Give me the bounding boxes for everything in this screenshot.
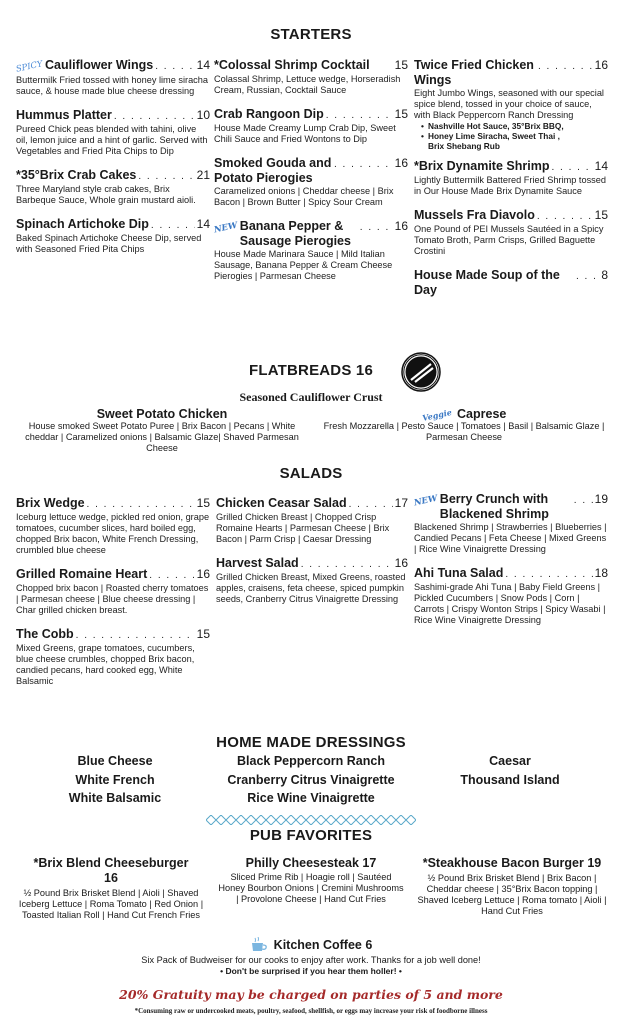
menu-item bbox=[214, 156, 408, 208]
flatbreads-subtitle: Seasoned Cauliflower Crust bbox=[239, 390, 383, 404]
dressings-column-3 bbox=[430, 752, 590, 789]
item-name: The Cobb bbox=[16, 627, 74, 641]
item-name: Kitchen Coffee 6 bbox=[273, 938, 373, 952]
item-name: Harvest Salad bbox=[216, 556, 299, 570]
dressing-option: White French bbox=[75, 772, 155, 787]
item-price: 14 bbox=[196, 58, 210, 72]
item-name: Chicken Ceasar Salad bbox=[216, 496, 347, 510]
starters-column-1 bbox=[16, 58, 210, 266]
sauce-option: • Honey Lime Siracha, Sweet Thai , bbox=[428, 131, 608, 141]
item-name: Caprese bbox=[457, 407, 507, 421]
item-name: *Brix Blend Cheeseburger 16 bbox=[33, 856, 189, 885]
dressing-option: Blue Cheese bbox=[77, 754, 153, 768]
menu-item bbox=[414, 208, 608, 257]
sauce-option: • Nashville Hot Sauce, 35°Brix BBQ, bbox=[428, 121, 608, 131]
item-name: Twice Fried Chicken Wings bbox=[414, 58, 534, 87]
item-description: Colassal Shrimp, Lettuce wedge, Horseradish Cream, Russian, Cocktail Sauce bbox=[214, 74, 401, 95]
item-name: Smoked Gouda and Potato Pierogies bbox=[214, 156, 332, 185]
item-name: Berry Crunch with Blackened Shrimp bbox=[439, 492, 549, 521]
item-description: House smoked Sweet Potato Puree | Brix Bacon | Pecans | White cheddar | Caramelized onions | Balsamic Glaze| Shaved Parmesan Cheese bbox=[25, 421, 299, 453]
kitchen-coffee bbox=[0, 937, 622, 977]
menu-item bbox=[16, 496, 210, 556]
menu-item bbox=[414, 492, 608, 555]
sauce-list bbox=[428, 121, 608, 151]
flatbread-sweet-potato bbox=[14, 407, 310, 454]
item-description: Pureed Chick peas blended with tahini, olive oil, lemon juice and a hint of garlic. Served with Vegetables and Fried Pita Chips to Dip bbox=[16, 124, 208, 156]
item-description: One Pound of PEI Mussels Sautéed in a Spicy Tomato Broth, Parm Crisps, Grilled Baguette Crostini bbox=[414, 224, 604, 256]
item-name: Crab Rangoon Dip bbox=[214, 107, 324, 121]
item-description: Sliced Prime Rib | Hoagie roll | Sautéed Honey Bourbon Onions | Cremini Mushrooms | Provolone Cheese | Hand Cut Fries bbox=[218, 872, 404, 904]
item-description: Caramelized onions | Cheddar cheese | Brix Bacon | Brown Butter | Spicy Sour Cream bbox=[214, 186, 394, 207]
menu-item bbox=[16, 217, 210, 255]
menu-item bbox=[16, 567, 210, 616]
flatbread-caprese bbox=[318, 407, 610, 443]
dressing-option: Black Peppercorn Ranch bbox=[237, 754, 385, 768]
sauce-option: Brix Shebang Rub bbox=[428, 141, 500, 151]
pub-item bbox=[216, 856, 406, 905]
item-name: *Steakhouse Bacon Burger 19 bbox=[422, 856, 602, 870]
dressing-option: White Balsamic bbox=[68, 791, 162, 805]
item-price: 10 bbox=[196, 108, 210, 122]
veggie-badge: Veggie bbox=[420, 407, 453, 423]
dressings-column-1 bbox=[40, 752, 190, 808]
dressings-column-2 bbox=[206, 752, 416, 808]
item-description: House Made Marinara Sauce | Mild Italian Sausage, Banana Pepper & Cream Cheese Pierogies | Parmesan Cheese bbox=[214, 249, 393, 281]
item-description: ½ Pound Brix Brisket Blend | Aioli | Shaved Iceberg Lettuce | Roma Tomato | Red Onion | Toasted Italian Roll | Hand Cut French Fries bbox=[18, 888, 204, 920]
item-price: 16 bbox=[394, 156, 408, 170]
menu-item bbox=[414, 566, 608, 626]
item-price: 16 bbox=[394, 556, 408, 570]
starters-title: STARTERS bbox=[270, 26, 352, 43]
salads-column-3 bbox=[414, 492, 608, 637]
starters-column-3 bbox=[414, 58, 608, 309]
item-description: Buttermilk Fried tossed with honey lime siracha sauce, & house made blue cheese dressing bbox=[16, 75, 208, 96]
item-description: Eight Jumbo Wings, seasoned with our special spice blend, tossed in your choice of sauce, with Black Peppercorn Ranch Dressing bbox=[414, 88, 604, 120]
coffee-note: • Don't be surprised if you hear them holler! • bbox=[220, 966, 402, 976]
item-description: Mixed Greens, grape tomatoes, cucumbers, blue cheese crumbles, chopped Brix bacon, candied pecans, hard cooked egg, White Balsamic bbox=[16, 643, 195, 686]
salads-column-2 bbox=[216, 496, 408, 616]
diamond-divider bbox=[206, 815, 416, 825]
menu-item bbox=[16, 108, 210, 157]
menu-item bbox=[214, 107, 408, 145]
item-description: Fresh Mozzarella | Pesto Sauce | Tomatoes | Basil | Balsamic Glaze | Parmesan Cheese bbox=[323, 421, 605, 442]
item-description: Grilled Chicken Breast, Mixed Greens, roasted apples, craisens, feta cheese, spiced pumpkin seeds, Cranberry Citrus Vinaigrette Dressing bbox=[216, 572, 406, 604]
item-name-row bbox=[318, 407, 610, 421]
item-name: *35°Brix Crab Cakes bbox=[16, 168, 137, 182]
item-description: Blackened Shrimp | Strawberries | Blueberries | Candied Pecans | Feta Cheese | Mixed Greens | Rice Wine Vinaigrette Dressing bbox=[414, 522, 607, 554]
menu-item bbox=[16, 627, 210, 687]
item-price: 17 bbox=[394, 496, 408, 510]
item-name: Brix Wedge bbox=[16, 496, 85, 510]
starters-column-2 bbox=[214, 58, 408, 293]
dressing-option: Thousand Island bbox=[460, 772, 560, 787]
pub-item bbox=[16, 856, 206, 921]
menu-item bbox=[216, 556, 408, 605]
menu-item bbox=[414, 268, 608, 298]
menu-item bbox=[16, 168, 210, 206]
item-price: 15 bbox=[196, 496, 210, 510]
item-name: Hummus Platter bbox=[16, 108, 112, 122]
new-badge: NEW bbox=[413, 493, 439, 509]
menu-item bbox=[214, 58, 408, 96]
item-price: 21 bbox=[196, 168, 210, 182]
item-description: Baked Spinach Artichoke Cheese Dip, served with Seasoned Fried Pita Chips bbox=[16, 233, 202, 254]
health-disclaimer: *Consuming raw or undercooked meats, poultry, seafood, shellfish, or eggs may increase your risk of foodborne illness bbox=[134, 1007, 488, 1015]
item-name: *Brix Dynamite Shrimp bbox=[414, 159, 550, 173]
item-description: Lightly Buttermilk Battered Fried Shrimp tossed in Our House Made Brix Dynamite Sauce bbox=[414, 175, 606, 196]
item-price: 16 bbox=[196, 567, 210, 581]
menu-item bbox=[214, 219, 408, 282]
item-name: Mussels Fra Diavolo bbox=[414, 208, 535, 222]
item-price: 16 bbox=[394, 219, 408, 233]
item-price: 15 bbox=[394, 58, 408, 72]
item-name: Grilled Romaine Heart bbox=[16, 567, 148, 581]
coffee-cup-icon bbox=[250, 937, 268, 953]
item-price: 15 bbox=[594, 208, 608, 222]
item-description: Chopped brix bacon | Roasted cherry tomatoes | Parmesan cheese | Blue cheese dressing | Char grilled chicken breast. bbox=[16, 583, 209, 615]
pub-favorites-title: PUB FAVORITES bbox=[249, 827, 373, 844]
dressing-option: Rice Wine Vinaigrette bbox=[247, 791, 375, 805]
item-description: House Made Creamy Lump Crab Dip, Sweet Chili Sauce and Fried Wontons to Dip bbox=[214, 123, 396, 144]
item-description: Six Pack of Budweiser for our cooks to enjoy after work. Thanks for a job well done! bbox=[141, 955, 481, 965]
spicy-badge: SPICY bbox=[15, 59, 44, 75]
item-price: 14 bbox=[594, 159, 608, 173]
item-name: Sweet Potato Chicken bbox=[96, 407, 228, 421]
menu-item bbox=[414, 159, 608, 197]
new-badge: NEW bbox=[213, 220, 239, 236]
item-price: 18 bbox=[594, 566, 608, 580]
gratuity-notice: 20% Gratuity may be charged on parties of 5 and more bbox=[119, 987, 503, 1002]
item-price: 14 bbox=[196, 217, 210, 231]
salads-column-1 bbox=[16, 496, 210, 698]
item-name: Banana Pepper & Sausage Pierogies bbox=[239, 219, 351, 248]
item-name: Ahi Tuna Salad bbox=[414, 566, 504, 580]
dressing-option: Caesar bbox=[489, 754, 531, 768]
menu-item bbox=[216, 496, 408, 545]
item-price: 15 bbox=[196, 627, 210, 641]
item-price: 8 bbox=[601, 268, 608, 282]
item-description: Sashimi-grade Ahi Tuna | Baby Field Greens | Pickled Cucumbers | Snow Pods | Corn | Carrots | Crispy Wonton Strips | Spicy Wasabi | Rice Wine Vinaigrette Dressing bbox=[414, 582, 606, 625]
item-description: Iceburg lettuce wedge, pickled red onion, grape tomatoes, cucumber slices, hard boiled egg, chopped Brix bacon, White French Dressing, crumbled blue cheese bbox=[16, 512, 210, 555]
item-price: 19 bbox=[594, 492, 608, 506]
item-name: House Made Soup of the Day bbox=[414, 268, 560, 297]
item-description: Grilled Chicken Breast | Chopped Crisp Romaine Hearts | Parmesan Cheese | Brix Bacon | Parm Crisp | Caesar Dressing bbox=[216, 512, 390, 544]
item-price: 16 bbox=[594, 58, 608, 72]
item-name: *Colossal Shrimp Cocktail bbox=[214, 58, 370, 72]
brix-logo bbox=[401, 352, 441, 392]
item-name: Philly Cheesesteak 17 bbox=[245, 856, 377, 870]
item-price: 15 bbox=[394, 107, 408, 121]
item-name: Cauliflower Wings bbox=[45, 58, 154, 72]
dressing-option: Cranberry Citrus Vinaigrette bbox=[227, 772, 395, 787]
item-description: Three Maryland style crab cakes, Brix Barbeque Sauce, Whole grain mustard aioli. bbox=[16, 184, 196, 205]
dressings-title: HOME MADE DRESSINGS bbox=[216, 734, 406, 751]
pub-item bbox=[414, 856, 610, 917]
menu-item bbox=[414, 58, 608, 151]
item-description: ½ Pound Brix Brisket Blend | Brix Bacon | Cheddar cheese | 35°Brix Bacon topping | Shaved Iceberg Lettuce | Roma tomato | Aioli | Hand Cut Fries bbox=[417, 873, 607, 916]
menu-item bbox=[16, 58, 210, 97]
salads-title: SALADS bbox=[279, 465, 343, 482]
flatbreads-title: FLATBREADS 16 bbox=[249, 362, 373, 379]
item-name: Spinach Artichoke Dip bbox=[16, 217, 149, 231]
